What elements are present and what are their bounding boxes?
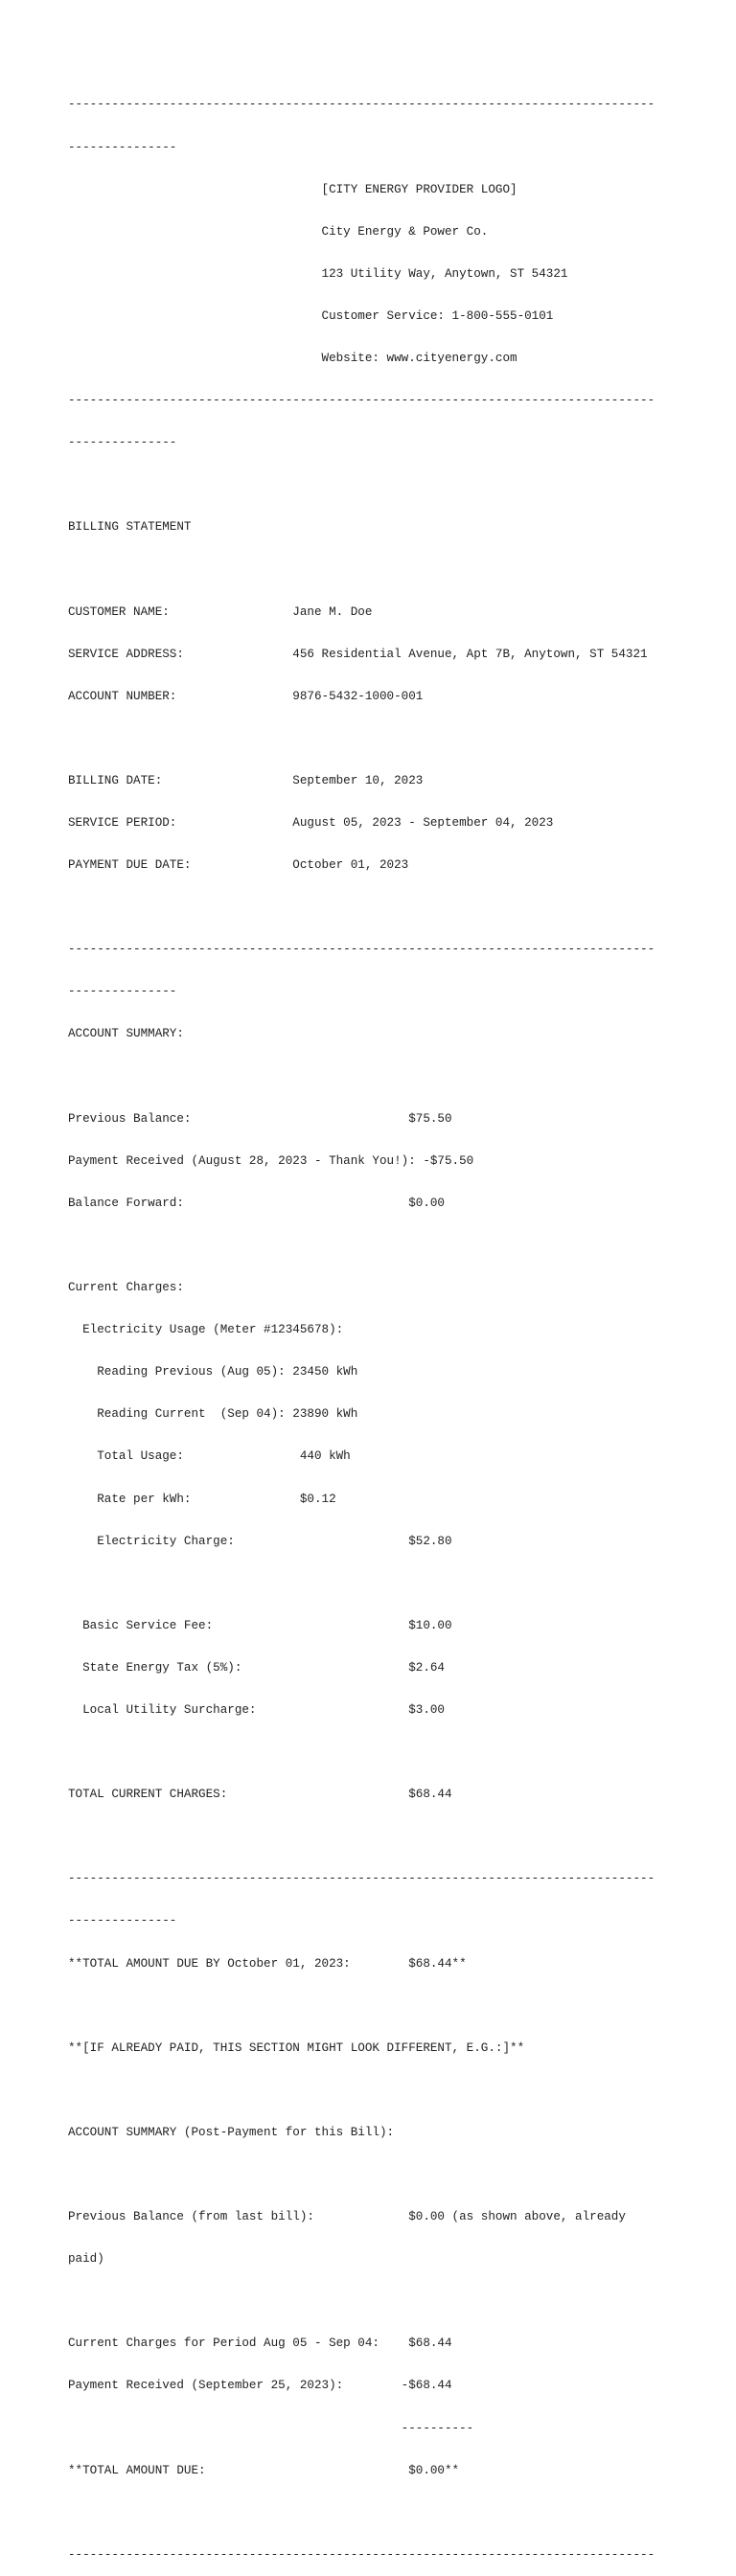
basic-service-fee-row: Basic Service Fee: $10.00: [68, 1618, 452, 1632]
blank-line: [68, 1830, 672, 1844]
provider-name: City Energy & Power Co.: [68, 224, 489, 239]
separator-line: ---------------------------------------------------------------------------------: [68, 943, 656, 957]
current-charges-heading: Current Charges:: [68, 1281, 184, 1295]
account-summary-heading: ACCOUNT SUMMARY:: [68, 1027, 184, 1041]
blank-line: [68, 2168, 672, 2182]
provider-logo-placeholder: [CITY ENERGY PROVIDER LOGO]: [68, 182, 518, 196]
blank-line: [68, 1999, 672, 2014]
subtotal-rule: ----------: [68, 2421, 474, 2435]
account-number-row: ACCOUNT NUMBER: 9876-5432-1000-001: [68, 689, 424, 703]
electricity-charge-row: Electricity Charge: $52.80: [68, 1534, 452, 1548]
separator-line-wrap: ---------------: [68, 436, 177, 450]
post-total-amount-due-row: **TOTAL AMOUNT DUE: $0.00**: [68, 2463, 460, 2477]
blank-line: [68, 1745, 672, 1760]
service-period-row: SERVICE PERIOD: August 05, 2023 - September 04, 2023: [68, 816, 554, 830]
separator-line: ---------------------------------------------------------------------------------: [68, 98, 656, 112]
payment-due-date-row: PAYMENT DUE DATE: October 01, 2023: [68, 858, 409, 873]
previous-balance-row: Previous Balance: $75.50: [68, 1111, 452, 1126]
blank-line: [68, 562, 672, 577]
reading-current-row: Reading Current (Sep 04): 23890 kWh: [68, 1407, 358, 1422]
separator-line-wrap: ---------------: [68, 140, 177, 154]
payment-received-row: Payment Received (August 28, 2023 - Thank You!): -$75.50: [68, 1153, 474, 1168]
billing-date-row: BILLING DATE: September 10, 2023: [68, 773, 424, 787]
state-energy-tax-row: State Energy Tax (5%): $2.64: [68, 1660, 445, 1675]
blank-line: [68, 1239, 672, 1253]
blank-line: [68, 2506, 672, 2520]
blank-line: [68, 2084, 672, 2098]
balance-forward-row: Balance Forward: $0.00: [68, 1196, 445, 1210]
service-address-row: SERVICE ADDRESS: 456 Residential Avenue, Apt 7B, Anytown, ST 54321: [68, 647, 648, 661]
blank-line: [68, 1070, 672, 1084]
local-utility-surcharge-row: Local Utility Surcharge: $3.00: [68, 1702, 445, 1717]
separator-line: ---------------------------------------------------------------------------------: [68, 394, 656, 408]
post-payment-received-row: Payment Received (September 25, 2023): -$68.44: [68, 2379, 452, 2393]
blank-line: [68, 732, 672, 746]
blank-line: [68, 900, 672, 915]
billing-statement-document: [68, 70, 672, 2576]
post-current-charges-row: Current Charges for Period Aug 05 - Sep 04: $68.44: [68, 2337, 452, 2351]
total-current-charges-row: TOTAL CURRENT CHARGES: $68.44: [68, 1788, 452, 1802]
separator-line: ---------------------------------------------------------------------------------: [68, 1872, 656, 1886]
blank-line: [68, 2294, 672, 2309]
document-title: BILLING STATEMENT: [68, 520, 192, 535]
rate-per-kwh-row: Rate per kWh: $0.12: [68, 1492, 336, 1506]
separator-line-wrap: ---------------: [68, 1914, 177, 1928]
total-usage-row: Total Usage: 440 kWh: [68, 1449, 351, 1464]
reading-previous-row: Reading Previous (Aug 05): 23450 kWh: [68, 1365, 358, 1379]
separator-line: ---------------------------------------------------------------------------------: [68, 2547, 656, 2562]
provider-address: 123 Utility Way, Anytown, ST 54321: [68, 266, 568, 281]
total-amount-due-row: **TOTAL AMOUNT DUE BY October 01, 2023: $68.44**: [68, 1956, 467, 1971]
provider-website: Website: www.cityenergy.com: [68, 351, 518, 365]
blank-line: [68, 478, 672, 492]
electricity-usage-row: Electricity Usage (Meter #12345678):: [68, 1323, 344, 1337]
provider-customer-service: Customer Service: 1-800-555-0101: [68, 308, 554, 323]
post-previous-balance-row: Previous Balance (from last bill): $0.00 (as shown above, already: [68, 2210, 626, 2224]
post-payment-summary-heading: ACCOUNT SUMMARY (Post-Payment for this Bill):: [68, 2125, 395, 2139]
customer-name-row: CUSTOMER NAME: Jane M. Doe: [68, 604, 373, 619]
post-previous-balance-wrap: paid): [68, 2252, 104, 2267]
separator-line-wrap: ---------------: [68, 985, 177, 999]
already-paid-note: **[IF ALREADY PAID, THIS SECTION MIGHT LOOK DIFFERENT, E.G.:]**: [68, 2040, 525, 2055]
blank-line: [68, 1577, 672, 1591]
